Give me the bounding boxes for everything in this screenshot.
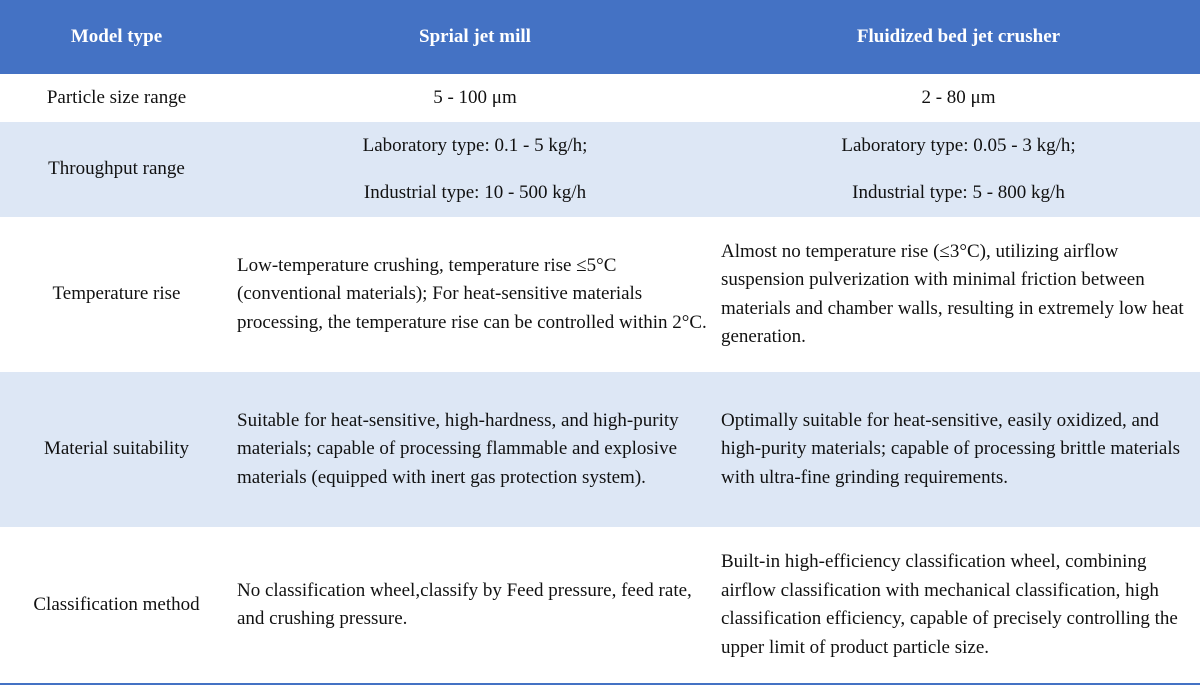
header-spiral-jet-mill: Sprial jet mill xyxy=(419,26,531,47)
row-label-classification: Classification method xyxy=(33,593,200,615)
row-label-material: Material suitability xyxy=(43,438,190,460)
row-label-temperature: Temperature rise xyxy=(52,283,181,305)
header-model-type: Model type xyxy=(70,26,163,47)
cell-spiral-temperature: Low-temperature crushing, temperature rise ≤5°C (conventional materials); For heat-sensitive materials processing, the temperature rise can be controlled within 2°C. xyxy=(237,254,707,333)
cell-fluidized-material: Optimally suitable for heat-sensitive, easily oxidized, and high-purity materials; capable of processing brittle materials with ultra-fine grinding requirements. xyxy=(721,409,1181,488)
cell-spiral-classification: No classification wheel,classify by Feed pressure, feed rate, and crushing pressure. xyxy=(237,579,692,629)
table-row-temperature xyxy=(0,217,1200,372)
cell-fluidized-temperature: Almost no temperature rise (≤3°C), utilizing airflow suspension pulverization with minimal friction between materials and chamber walls, resulting in extremely low heat generation. xyxy=(721,240,1184,347)
table-row-particle-size xyxy=(0,74,1200,122)
cell-fluidized-classification: Built-in high-efficiency classification wheel, combining airflow classification with mechanical classification, high classification efficiency, capable of precisely controlling the upper limit of product particle size. xyxy=(721,551,1178,658)
cell-fluidized-throughput xyxy=(717,122,1200,217)
table-row-throughput xyxy=(0,122,1200,217)
cell-spiral-throughput xyxy=(233,122,717,217)
spiral-throughput-laboratory: Laboratory type: 0.1 - 5 kg/h; xyxy=(362,135,588,156)
table-header xyxy=(0,0,1200,74)
fluidized-throughput-laboratory: Laboratory type: 0.05 - 3 kg/h; xyxy=(841,135,1076,156)
fluidized-throughput-industrial: Industrial type: 5 - 800 kg/h xyxy=(852,181,1065,203)
cell-fluidized-particle-size: 2 - 80 μm xyxy=(921,86,996,108)
table-row-classification xyxy=(0,527,1200,683)
row-label-particle-size: Particle size range xyxy=(46,86,187,108)
cell-spiral-material: Suitable for heat-sensitive, high-hardness, and high-purity materials; capable of processing flammable and explosive materials (equipped with inert gas protection system). xyxy=(237,409,679,488)
cell-spiral-particle-size: 5 - 100 μm xyxy=(433,86,517,108)
row-label-throughput: Throughput range xyxy=(48,158,185,180)
header-fluidized-bed-jet-crusher: Fluidized bed jet crusher xyxy=(856,26,1061,47)
table-row-material xyxy=(0,372,1200,527)
spiral-throughput-industrial: Industrial type: 10 - 500 kg/h xyxy=(363,181,587,203)
